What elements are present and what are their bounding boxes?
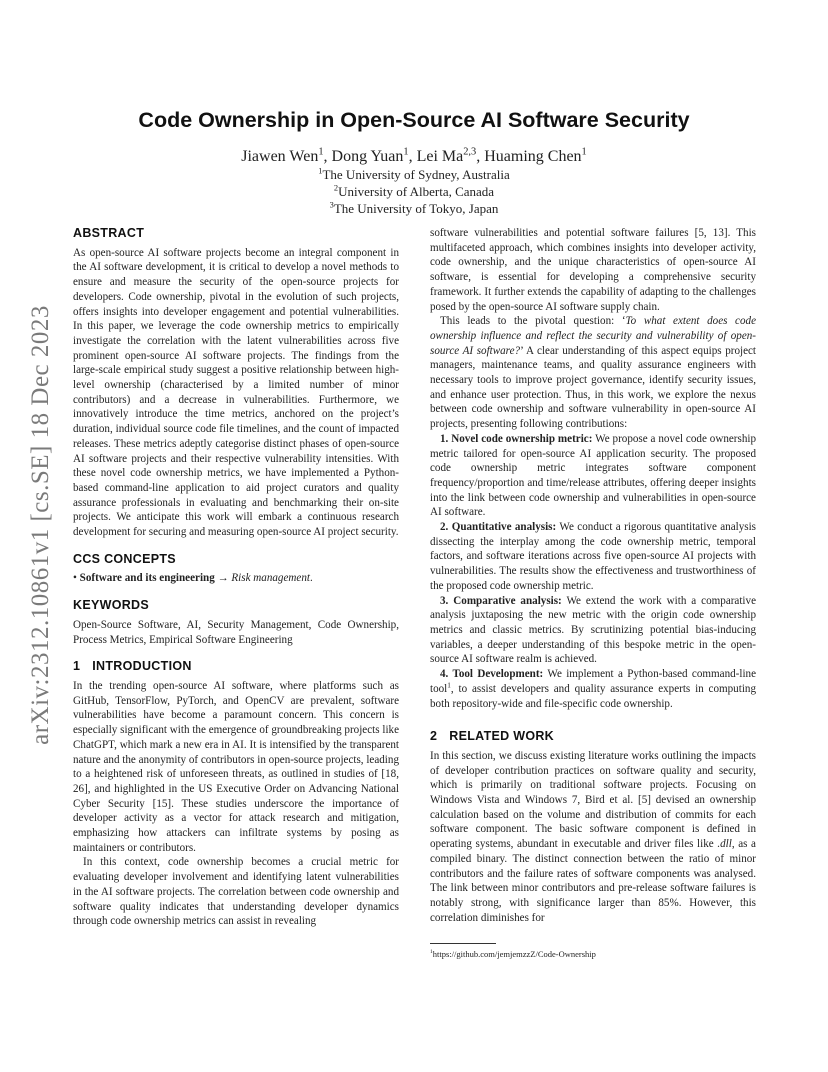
keywords-text: Open-Source Software, AI, Security Management, Code Ownership, Process Metrics, Empirical Software Engineering (73, 618, 399, 646)
intro-paragraph: software vulnerabilities and potential software failures [5, 13]. This multifaceted approach, which combines insights into developer activity, code ownership, and the unique characteristics of open-source AI software, is essential for developing a comprehensive security framework. It further extends the capability of adapting to the challenges posed by the open-source AI software supply chain. (430, 227, 756, 313)
contribution-item: 1. Novel code ownership metric: We propose a novel code ownership metric tailored for open-source AI application security. The proposed code ownership metric integrates software component frequency/proportion and time/release attributes, offering deeper insights into the link between code ownership and vulnerabilities in open-source AI software. (430, 432, 756, 519)
affiliation: $^2$University of Alberta, Canada (333, 182, 495, 199)
intro-paragraph: In this context, code ownership becomes a crucial metric for evaluating developer involvement and identifying latent vulnerabilities in the AI software projects. The correlation between code ownership and software quality indicates that understanding developer dynamics through code ownership metrics can assist in revealing (73, 856, 399, 928)
right-column (430, 226, 756, 925)
author: Lei Ma$^{2,3}$, (416, 146, 485, 165)
affiliation: $^1$The University of Sydney, Australia (318, 165, 510, 182)
author: Huaming Chen$^1$ (484, 146, 587, 165)
arxiv-identifier: arXiv:2312.10861v1 [cs.SE] 18 Dec 2023 (27, 305, 54, 745)
affiliation: $^3$The University of Tokyo, Japan (329, 199, 499, 216)
abstract-heading: ABSTRACT (73, 226, 145, 240)
footnote-mark: 1 (447, 681, 451, 690)
contribution-item: 4. Tool Development: We implement a Python-based command-line tool$^1$, to assist developers and quality assurance experts in computing both repository-wide and file-specific code ownership. (430, 668, 756, 710)
author: Jiawen Wen$^1$, (241, 146, 332, 165)
ccs-heading: CCS CONCEPTS (73, 551, 176, 566)
left-column (73, 226, 399, 929)
footnote-rule (430, 943, 496, 944)
footnote: $^1$https://github.com/jemjemzzZ/Code-Ownership (430, 949, 596, 959)
author: Dong Yuan$^1$, (331, 146, 417, 165)
keywords-heading: KEYWORDS (73, 598, 150, 613)
contribution-item: 2. Quantitative analysis: We conduct a rigorous quantitative analysis dissecting the interplay among the code ownership metric, temporal factors, and software iterations across five open-source AI projects with vulnerabilities. The results show the effectiveness and trustworthiness of the proposed code ownership metric. (430, 521, 757, 592)
arxiv-sidebar (26, 290, 56, 760)
section-heading-introduction: 1 INTRODUCTION (73, 659, 192, 674)
related-work-paragraph: In this section, we discuss existing literature works outlining the impacts of developer contribution practices on software quality and security, which is primarily on traditional software projects. Focusing on Windows Vista and Windows 7, Bird et al. [5] devised an ownership calculation based on the volume and distribution of commits for each software component. The basic software component is defined in operating systems, abundant in executable and driver files like .dll, as a compiled binary. The distinct connection between the ratio of minor contributors and the failure rates of software components was analysed. The link between minor contributors and pre-release software failures is notably strong, with significance larger than 85%. However, this correlation diminishes for (430, 749, 756, 924)
research-question: To what extent does code ownership influence and reflect the security and vulnerability of open-source AI software? (430, 315, 756, 357)
affiliation-list (74, 166, 754, 217)
abstract-text: As open-source AI software projects become an integral component in the AI software development, it is critical to develop a novel methods to ensure and measure the security of the open-source projects for developers. Code ownership, pivotal in the evolution of such projects, offers insights into developer engagement and potential vulnerabilities. In this paper, we leverage the code ownership metrics to empirically investigate the correlation with the latent vulnerabilities across five prominent open-source AI software projects. The findings from the large-scale empirical study suggest a positive relationship between high-level ownership (characterised by a limited number of minor contributors) and a decrease in vulnerabilities. Furthermore, we innovatively introduce the time metrics, anchored on the project’s duration, individual source code file timelines, and the count of impacted releases. These metrics adeptly categorise distinct phases of open-source AI software projects and their respective vulnerability intensities. With these novel code ownership metrics, we have implemented a Python-based command-line application to aid project curators and quality assurance professionals in evaluating and benchmarking their on-site projects. We anticipate this work will embark a continuous research development for securing and measuring open-source AI project security. (73, 246, 399, 539)
author-list (74, 148, 754, 166)
ccs-concepts: • Software and its engineering → Risk management. (73, 572, 313, 585)
paper-title: Code Ownership in Open-Source AI Software Security (138, 108, 690, 132)
section-heading-related-work: 2 RELATED WORK (430, 729, 555, 744)
intro-paragraph: This leads to the pivotal question: ‘To what extent does code ownership influence and reflect the security and vulnerability of open-source AI software?’ A clear understanding of this aspect equips project managers, maintenance teams, and quality assurance engineers with necessary tools to improve project governance, identify security issues, and enhance user protection. Thus, in this work, we explore the nexus between code ownership and software vulnerability in open-source AI projects, presenting following contributions: (430, 315, 757, 431)
footnote-link[interactable]: https://github.com/jemjemzzZ/Code-Ownership (432, 949, 596, 959)
intro-paragraph: In the trending open-source AI software, where platforms such as GitHub, TensorFlow, PyTorch, and OpenCV are prevalent, software vulnerabilities have become a paramount concern. This concern is especially significant with the emergence of groundbreaking projects like ChatGPT, which mark a new era in AI. It is intensified by the transparent nature and the anonymity of contributors in open-source projects, leading to a heightened risk of unforeseen threats, as outlined in studies of [18, 26], and highlighted in the US Executive Order on Advancing National Cyber Security [15]. These studies underscore the importance of developer activity as a vector for attack research and mitigation, emphasizing how attackers can infiltrate systems by posing as maintainers or contributors. (73, 679, 399, 854)
contribution-item: 3. Comparative analysis: We extend the work with a comparative analysis juxtaposing the new metric with the origin code ownership metrics and classic metrics. By scrutinizing potential bias-inducing variables, a deeper understanding of this bespoke metric in the open-source AI software realm is achieved. (430, 594, 756, 666)
